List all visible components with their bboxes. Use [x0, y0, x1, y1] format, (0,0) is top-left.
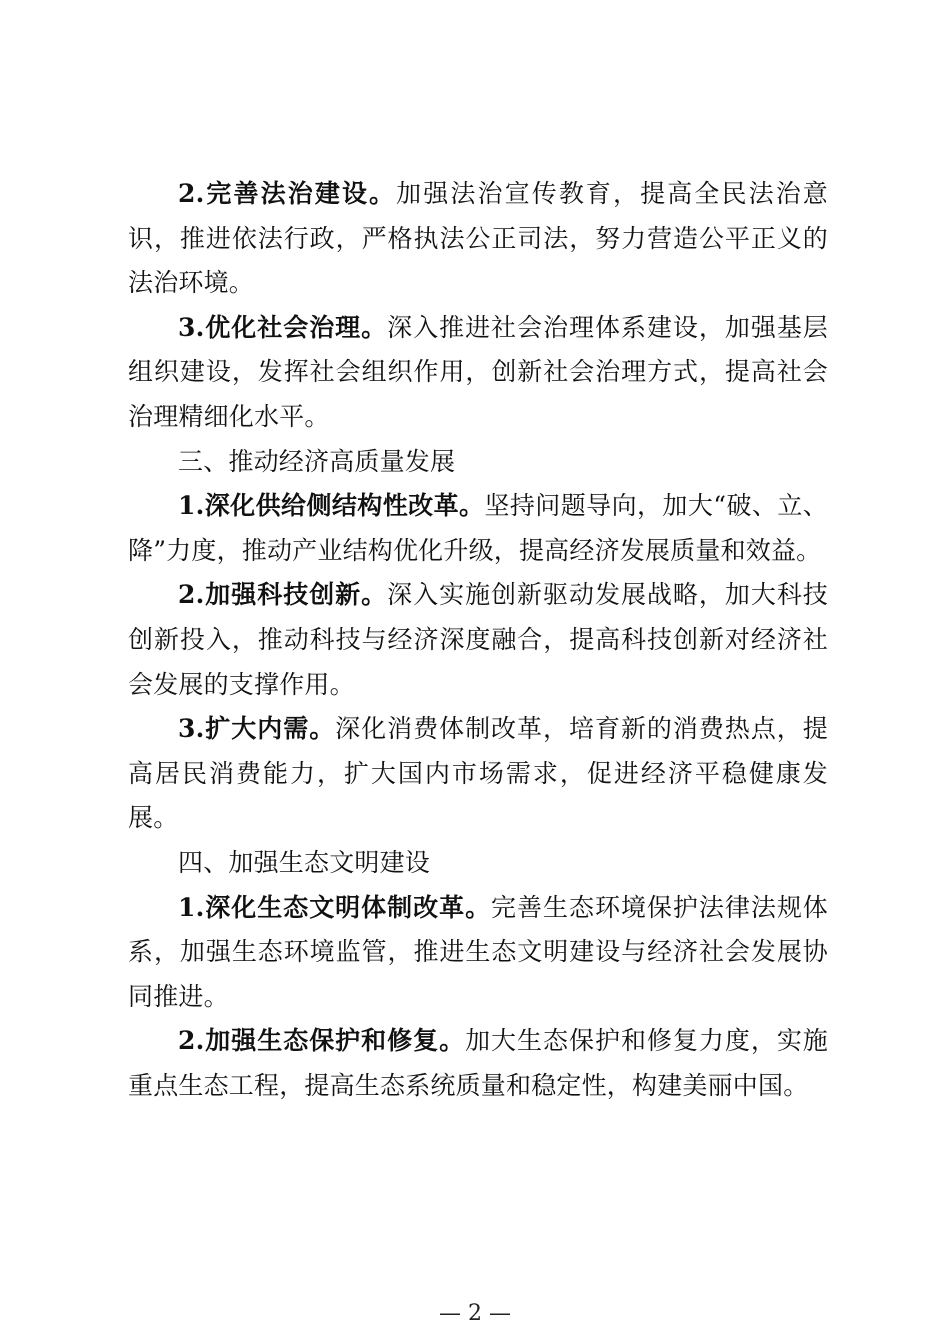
paragraph-lead: 2.加强生态保护和修复。 [178, 1026, 466, 1056]
paragraph-social-governance [128, 306, 828, 440]
section-heading-economy: 三、推动经济高质量发展 [178, 446, 456, 476]
section-heading-ecology: 四、加强生态文明建设 [178, 847, 431, 877]
paragraph-text: 深入推进社会治理体系建设，加强基层组织建设，发挥社会组织作用，创新社会治理方式，提高社会治理精细化水平。 [128, 312, 829, 431]
paragraph-text: 完善生态环境保护法律法规体系，加强生态环境监管，推进生态文明建设与经济社会发展协同推进。 [128, 892, 828, 1011]
paragraph-text: 深入实施创新驱动发展战略，加大科技创新投入，推动科技与经济深度融合，提高科技创新对经济社会发展的支撑作用。 [128, 580, 829, 699]
paragraph-rule-of-law [128, 172, 828, 306]
page-number: — 2 — [439, 1301, 511, 1326]
paragraph-text: 坚持问题导向，加大“破、立、降”力度，推动产业结构优化升级，提高经济发展质量和效益。 [128, 491, 828, 565]
paragraph-text: 深化消费体制改革，培育新的消费热点，提高居民消费能力，扩大国内市场需求，促进经济平稳健康发展。 [128, 714, 828, 833]
paragraph-lead: 2.加强科技创新。 [178, 580, 388, 610]
paragraph-lead: 3.优化社会治理。 [178, 312, 388, 342]
paragraph-lead: 1.深化生态文明体制改革。 [178, 892, 492, 922]
paragraph-text: 加强法治宣传教育，提高全民法治意识，推进依法行政，严格执法公正司法，努力营造公平正义的法治环境。 [128, 179, 828, 298]
document-body [128, 172, 828, 1108]
paragraph-lead: 3.扩大内需。 [178, 714, 336, 744]
paragraph-supply-side-reform [128, 484, 828, 573]
paragraph-tech-innovation [128, 573, 828, 707]
paragraph-ecology-reform [128, 886, 828, 1020]
paragraph-lead: 2.完善法治建设。 [178, 179, 397, 208]
paragraph-ecology-protection [128, 1019, 828, 1108]
paragraph-domestic-demand [128, 707, 828, 841]
paragraph-lead: 1.深化供给侧结构性改革。 [178, 491, 485, 521]
paragraph-text: 加大生态保护和修复力度，实施重点生态工程，提高生态系统质量和稳定性，构建美丽中国。 [128, 1026, 829, 1100]
